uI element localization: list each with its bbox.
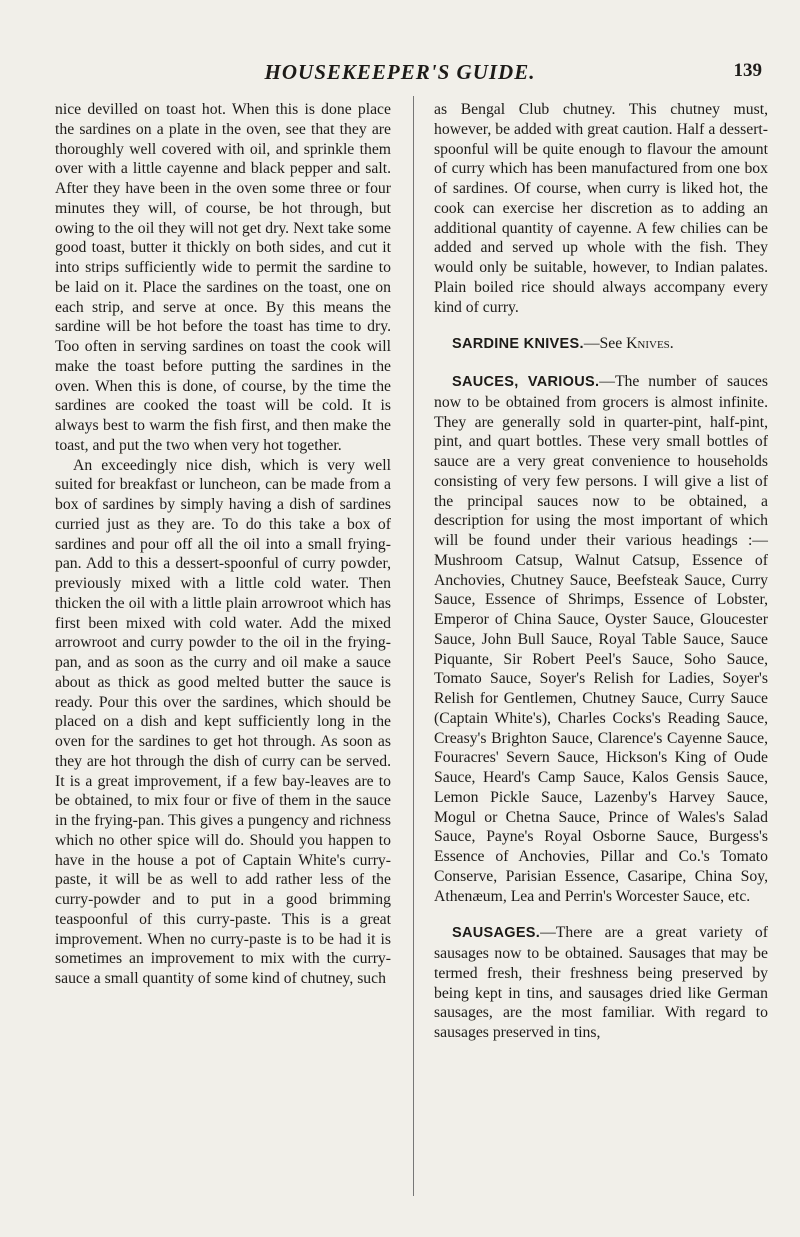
- entry-sardine-knives: [434, 334, 768, 355]
- entry-heading: SAUCES, VARIOUS.: [452, 374, 600, 390]
- paragraph-chutney: as Bengal Club chutney. This chutney must, however, be added with great caution. Half a dessert-spoonful will be quite enough to flavour the amount of curry which has been manufactured from one box of sardines. Of course, when curry is liked hot, the cook can exercise her discretion as to adding an additional quantity of cayenne. A few chilies can be added and served up whole with the fish. They would only be suitable, however, to Indian palates. Plain boiled rice should always accompany every kind of curry.: [434, 101, 768, 316]
- entry-text: —See: [583, 335, 623, 353]
- left-column: [55, 100, 391, 989]
- page-number: 139: [733, 60, 762, 81]
- entry-heading: SARDINE KNIVES.: [452, 336, 584, 353]
- page-header: [0, 58, 800, 88]
- entry-sauces-various: [434, 372, 768, 906]
- paragraph-sardines-toast: nice devilled on toast hot. When this is done place the sardines on a plate in the oven, see that they are thoroughly well covered with oil, and sprinkle them over with a little cayenne and black pepper and salt. After they have been in the oven some three or four minutes they will, of course, be hot through, but owing to the oil they will not get dry. Next take some good toast, butter it thickly on both sides, and cut it into strips sufficiently wide to permit the sardine to be laid on it. Place the sardines on the toast, one on each strip, and serve at once. By this means the sardine will be hot before the toast has time to dry. Too often in serving sardines on toast the cook will make the toast before putting the sardines in the oven. When this is done, of course, by the time the sardines are cooked the toast will be cold. It is always best to warm the fish first, and then make the toast, and put the two when very hot together.: [55, 101, 391, 454]
- column-divider: [413, 96, 414, 1196]
- entry-text: —The number of sauces now to be obtained from grocers is almost infinite. They are generally sold in quarter-pint, half-pint, pint, and quart bottles. These very small bottles of sauce are a very great convenience to households consisting of very few persons. I will give a list of the principal sauces now to be obtained, a description for using the most important of which will be found under their various headings :—Mushroom Catsup, Walnut Catsup, Essence of Anchovies, Chutney Sauce, Beefsteak Sauce, Curry Sauce, Essence of Shrimps, Essence of Lobster, Emperor of China Sauce, Oyster Sauce, Gloucester Sauce, John Bull Sauce, Royal Table Sauce, Sauce Piquante, Sir Robert Peel's Sauce, Soho Sauce, Tomato Sauce, Soyer's Relish for Ladies, Soyer's Relish for Gentlemen, Chutney Sauce, Curry Sauce (Captain White's), Charles Cocks's Reading Sauce, Creasy's Brighton Sauce, Clarence's Cayenne Sauce, Fouracres' Severn Sauce, Hickson's King of Oude Sauce, Heard's Camp Sauce, Kalos Gensis Sauce, Lemon Pickle Sauce, Lazenby's Harvey Sauce, Mogul or Chetna Sauce, Prince of Wales's Salad Sauce, Payne's Royal Osborne Sauce, Burgess's Essence of Anchovies, Pillar and Co.'s Tomato Conserve, Parisian Essence, Casaripe, China Soy, Athenæum, Lea and Perrin's Worcester Sauce, etc.: [434, 373, 768, 905]
- entry-text: —There are a great variety of sausages now to be obtained. Sausages that may be termed fresh, their freshness being preserved by being kept in tins, and sausages dried like German sausages, are the most familiar. With regard to sausages preserved in tins,: [434, 924, 768, 1041]
- entry-sausages: [434, 923, 768, 1043]
- cross-reference: Knives.: [626, 335, 674, 353]
- right-column: [434, 100, 768, 1043]
- entry-heading: SAUSAGES.: [452, 925, 541, 942]
- running-title: HOUSEKEEPER'S GUIDE.: [264, 60, 536, 84]
- paragraph-curried-sardines: An exceedingly nice dish, which is very well suited for breakfast or luncheon, can be made from a box of sardines by simply having a dish of sardines curried just as they are. To do this take a box of sardines and pour off all the oil into a small frying-pan. Add to this a dessert-spoonful of curry powder, previously mixed with a little cold water. Then thicken the oil with a little plain arrowroot which has first been mixed with cold water. Add the mixed arrowroot and curry powder to the oil in the frying-pan, and as soon as the curry and oil make a sauce about as thick as good melted butter the sauce is ready. Pour this over the sardines, which should be placed on a dish and kept sufficiently long in the oven for the sardines to get hot through. As soon as they are hot through the dish of curry can be served. It is a great improvement, if a few bay-leaves are to be obtained, to mix four or five of them in the sauce in the frying-pan. This gives a pungency and richness which no other spice will do. Should you happen to have in the house a pot of Captain White's curry-paste, it will be as well to add rather less of the curry-powder and to put in a good brimming teaspoonful of this curry-paste. This is a great improvement. When no curry-paste is to be had it is sometimes an improvement to mix with the curry-sauce a small quantity of some kind of chutney, such: [55, 456, 391, 987]
